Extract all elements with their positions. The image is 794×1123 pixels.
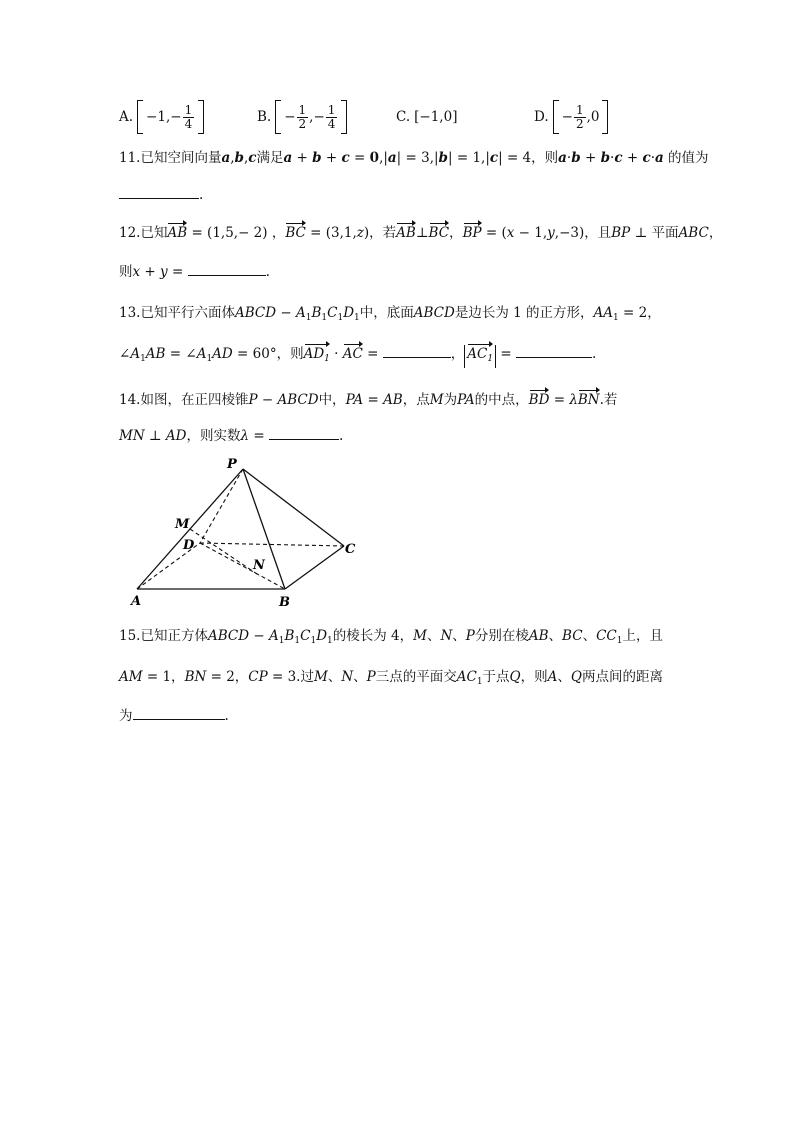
right-bracket [198,100,204,134]
question-11-answer: . [119,186,203,204]
answer-blank [133,707,225,720]
hidden-edges [137,469,344,589]
question-13-line2: $\angle A_1AB$ = $\angle A_1AD = 60^\circ$，则$AD_1$ · AC = ， $AC_1$ = . [119,345,596,368]
question-12-line2: 则x + y = . [119,264,270,280]
label-b: B [279,595,290,610]
segment-mn [190,529,260,576]
option-c: C. [−1,0] [396,109,458,125]
option-b: B. − $\frac{1}{2}$ ,− $\frac{1}{4}$ [257,100,347,134]
question-11: 11.已知空间向量a,b,c满足a + b + c = 0,|a| = 3,|b| = 1,|c| = 4，则a·b + b·c + c·a 的值为 [119,150,709,166]
option-a: A. −1,− $\frac{1}{4}$ [119,100,204,134]
label-c: C [345,542,356,557]
label-m: M [175,517,190,532]
question-15-line3: 为 . [119,708,229,724]
solid-edges [137,469,344,589]
edge-bc [285,546,344,589]
label-p: P [227,457,237,472]
question-14-line2: MN ⊥ AD，则实数λ = . [119,428,344,444]
pyramid-figure [120,452,370,612]
answer-blank [188,263,266,276]
answer-blank [516,345,592,358]
question-15: 15.已知正方体ABCD − $A_1B_1C_1D_1$的棱长为 4，M、N、P分别在棱AB、BC、$CC_1$上，且 [119,628,663,646]
edge-pc [243,469,344,546]
label-d: D [183,538,195,553]
label-a: A [131,594,142,609]
question-14: 14.如图，在正四棱锥P − ABCD中，PA = AB，点M为PA的中点，BD = λBN.若 [119,392,618,408]
label-n: N [253,558,265,573]
answer-blank [119,186,199,199]
fraction: $\frac{1}{4}$ [184,102,193,131]
edge-dc [200,543,344,546]
edge-pd [200,469,243,543]
option-d: D. − $\frac{1}{2}$ ,0 [534,100,608,134]
question-13: 13.已知平行六面体ABCD − $A_1B_1C_1D_1$中，底面ABCD是边长为 1 的正方形，$AA_1 = 2$， [119,305,661,323]
left-bracket [137,100,143,134]
question-15-line2: AM = 1，BN = 2，CP = 3.过M、N、P三点的平面交$AC_1$于点Q，则A、Q两点间的距离 [119,669,663,687]
edge-db [200,543,285,589]
answer-blank [269,427,339,440]
answer-blank [383,345,451,358]
question-12: 12.已知AB = (1,5,− 2) ，BC = (3,1,z)，若AB⊥BC，BP = (x − 1,y,−3)，且BP ⊥ 平面ABC， [119,225,723,241]
